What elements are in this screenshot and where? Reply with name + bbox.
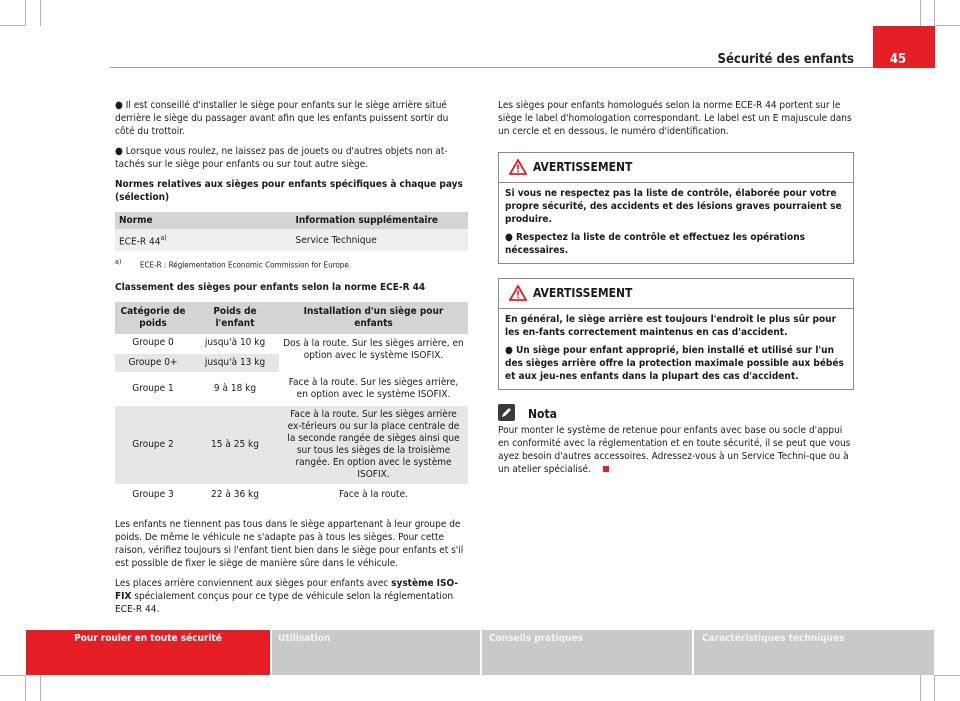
section-heading: Normes relatives aux sièges pour enfants spécifiques à chaque pays (sélection) (115, 179, 463, 203)
crop-mark (934, 25, 960, 26)
table-cell: Groupe 0 (115, 334, 191, 353)
footer-tab-label: Conseils pratiques (489, 633, 583, 644)
body-paragraph: Les enfants ne tiennent pas tous dans le siège appartenant à leur groupe de poids. De même le véhicule ne s'adapte pas à tous les sièges. Pour cette raison, vérifiez toujours si l'enfant tient bien dans le siège pour enfants et s'il est possible de fixer le siège de manière sûre dans le véhicule. (115, 518, 464, 569)
table-cell: Groupe 0+ (115, 353, 191, 373)
crop-mark (0, 25, 26, 26)
warning-triangle-icon (509, 285, 527, 301)
table-header: Poids de l'enfant (191, 302, 279, 334)
end-marker-icon (603, 466, 609, 472)
body-paragraph (115, 577, 468, 616)
warning-title: AVERTISSEMENT (533, 160, 633, 174)
crop-mark (920, 675, 921, 701)
note-header (498, 404, 854, 424)
text-run: spécialement conçus pour ce type de véhicule selon la réglementation ECE-R 44. (115, 590, 454, 615)
footer-tab-label: Pour rouler en toute sécurité (74, 633, 222, 644)
table-row (115, 334, 468, 353)
note-body: Pour monter le système de retenue pour enfants avec base ou socle d'appui en conformité avec la réglementation et en toute sécurité, il se peut que vous ayez besoin d'autres accessoires. Adressez-vous à un Service Techni-que ou à un atelier spécialisé. (498, 425, 851, 475)
crop-mark (25, 0, 26, 26)
header-rule (110, 67, 874, 68)
bullet-paragraph: ● Il est conseillé d'installer le siège pour enfants sur le siège arrière situé derrière le siège du passager avant afin que les enfants puissent sortir du côté du trottoir. (115, 100, 449, 137)
crop-mark (25, 675, 26, 701)
table-row (115, 485, 468, 505)
footer-tab-label: Utilisation (278, 633, 331, 644)
classification-table (115, 302, 468, 506)
footnote-ref: a) (160, 234, 167, 242)
table-cell: Face à la route. Sur les sièges arrière ex-térieurs ou sur la place centrale de la seconde rangée de sièges ainsi que sur tous les sièges de la troisième rangée. En option avec le système ISOFIX. (279, 405, 468, 485)
crop-mark (40, 0, 41, 26)
table-cell: jusqu'à 10 kg (191, 334, 279, 353)
table-row (115, 373, 468, 405)
left-column (115, 99, 468, 623)
note-text (498, 424, 854, 476)
table-cell: 15 à 25 kg (191, 405, 279, 485)
table-header: Installation d'un siège pour enfants (279, 302, 468, 334)
crop-mark (934, 675, 960, 676)
crop-mark (0, 675, 26, 676)
crop-mark (920, 0, 921, 26)
note-title: Nota (528, 407, 557, 421)
table-row (115, 229, 468, 251)
crop-mark (934, 675, 935, 701)
table-cell: ECE-R 44 (119, 236, 161, 248)
table-cell: Face à la route. (279, 485, 468, 505)
page-number: 45 (889, 52, 907, 67)
text-run: Les places arrière conviennent aux sièges pour enfants avec (115, 577, 392, 589)
footnote (115, 257, 468, 271)
table-header: Norme (115, 212, 292, 229)
warning-box (498, 152, 854, 264)
norms-table (115, 212, 468, 251)
table-cell: jusqu'à 13 kg (191, 353, 279, 373)
bullet-paragraph: ● Lorsque vous roulez, ne laissez pas de jouets ou d'autres objets non at-tachés sur le siège pour enfants ou sur tout autre siège. (115, 146, 448, 170)
section-heading: Classement des sièges pour enfants selon la norme ECE-R 44 (115, 281, 426, 293)
footer-tab-label: Caractéristiques techniques (702, 633, 845, 644)
warning-box (498, 278, 854, 390)
note-pencil-icon (498, 404, 515, 421)
table-cell: Groupe 2 (115, 405, 191, 485)
table-cell: Dos à la route. Sur les sièges arrière, en option avec le système ISOFIX. (279, 334, 468, 373)
table-header: Catégorie de poids (115, 302, 191, 334)
table-cell: 22 à 36 kg (191, 485, 279, 505)
footnote-mark: a) (115, 258, 122, 267)
table-cell: Groupe 3 (115, 485, 191, 505)
table-cell: Face à la route. Sur les sièges arrière, en option avec le système ISOFIX. (279, 373, 468, 405)
right-column (498, 99, 854, 483)
warning-text: Si vous ne respectez pas la liste de contrôle, élaborée pour votre propre sécurité, des accidents et des lésions graves pourraient se produire. (505, 188, 842, 225)
page-header-title: Sécurité des enfants (717, 52, 854, 67)
table-cell: 9 à 18 kg (191, 373, 279, 405)
crop-mark (934, 0, 935, 26)
table-header: Information supplémentaire (292, 212, 469, 229)
crop-mark (40, 675, 41, 701)
warning-bullet: ● Respectez la liste de contrôle et effectuez les opérations nécessaires. (505, 232, 805, 256)
warning-bullet: ● Un siège pour enfant approprié, bien installé et utilisé sur l'un des sièges arrière offre la protection maximale possible aux bébés et aux jeu-nes enfants dans la plupart des cas d'accident. (505, 345, 844, 382)
table-row (115, 405, 468, 485)
footnote-text: ECE-R : Réglementation Economic Commission for Europe. (139, 260, 352, 270)
bold-term: système ISO-FIX (115, 577, 459, 602)
warning-triangle-icon (509, 159, 527, 175)
table-cell: Groupe 1 (115, 373, 191, 405)
body-paragraph: Les sièges pour enfants homologués selon la norme ECE-R 44 portent sur le siège le label d'homologation correspondant. Le label est un E majuscule dans un cercle et en dessous, le numéro d'identification. (498, 100, 852, 137)
table-cell: Service Technique (292, 229, 469, 251)
warning-title: AVERTISSEMENT (533, 286, 633, 300)
warning-text: En général, le siège arrière est toujours l'endroit le plus sûr pour les en-fants correctement maintenus en cas d'accident. (505, 314, 837, 338)
